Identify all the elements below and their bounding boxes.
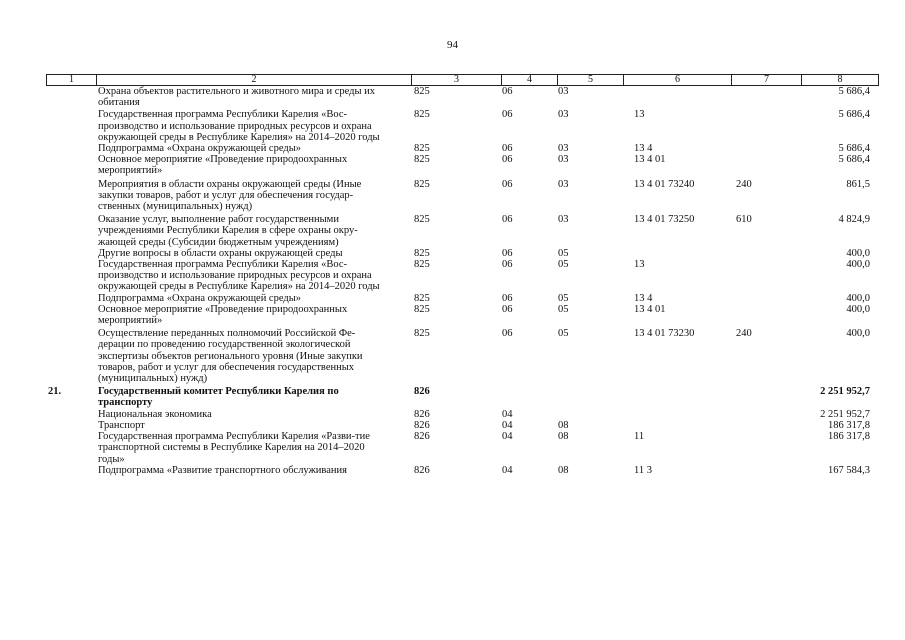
row-section-code: 06 xyxy=(502,292,513,304)
row-ved-code: 825 xyxy=(414,143,430,155)
row-expense-type: 240 xyxy=(736,178,752,190)
row-section-code: 06 xyxy=(502,178,513,190)
row-ved-code: 825 xyxy=(414,292,430,304)
row-subsection-code: 03 xyxy=(558,86,569,97)
row-target-code: 13 4 xyxy=(634,292,653,304)
page-number: 94 xyxy=(447,39,458,51)
row-amount: 400,0 xyxy=(846,247,870,259)
row-subsection-code: 05 xyxy=(558,247,569,259)
table-row xyxy=(46,109,878,143)
row-section-code: 06 xyxy=(502,143,513,155)
table-row xyxy=(46,293,878,304)
row-subsection-code: 03 xyxy=(558,154,569,166)
row-name: Подпрограмма «Развитие транспортного обслуживания xyxy=(98,464,347,476)
row-name: Национальная экономика xyxy=(98,408,212,420)
table-row xyxy=(46,86,878,108)
row-name: Мероприятия в области охраны окружающей среды (Иные закупки товаров, работ и услуг для обеспечения государ-ственных (муниципальных) нужд) xyxy=(98,178,362,213)
row-amount: 186 317,8 xyxy=(828,431,870,443)
row-name: Государственная программа Республики Карелия «Разви-тие транспортной системы в Республике Карелия на 2014–2020 годы» xyxy=(98,431,370,465)
row-amount: 5 686,4 xyxy=(838,143,870,155)
row-target-code: 13 4 01 73240 xyxy=(634,178,695,190)
row-ved-code: 825 xyxy=(414,328,430,340)
row-section-code: 04 xyxy=(502,408,513,420)
budget-rows xyxy=(46,86,878,476)
row-expense-type: 240 xyxy=(736,328,752,340)
row-amount: 2 251 952,7 xyxy=(820,408,870,420)
row-amount: 2 251 952,7 xyxy=(820,386,870,398)
row-section-code: 04 xyxy=(502,464,513,476)
table-row xyxy=(46,304,878,326)
row-amount: 400,0 xyxy=(846,303,870,315)
row-name: Транспорт xyxy=(98,419,145,431)
row-amount: 186 317,8 xyxy=(828,419,870,431)
row-expense-type: 610 xyxy=(736,214,752,226)
row-target-code: 13 4 01 73250 xyxy=(634,214,695,226)
row-ved-code: 825 xyxy=(414,303,430,315)
row-name: Государственная программа Республики Карелия «Вос-производство и использование природных ресурсов и охрана окружающей среды в Республике Карелия» на 2014–2020 годы xyxy=(98,259,380,293)
row-subsection-code: 05 xyxy=(558,292,569,304)
row-section-code: 06 xyxy=(502,109,513,121)
row-amount: 861,5 xyxy=(846,178,870,190)
row-name: Охрана объектов растительного и животного мира и среды их обитания xyxy=(98,86,376,109)
row-target-code: 13 xyxy=(634,109,645,121)
row-name: Подпрограмма «Охрана окружающей среды» xyxy=(98,143,302,155)
column-number-header xyxy=(46,74,879,86)
table-row xyxy=(46,154,878,176)
row-subsection-code: 08 xyxy=(558,464,569,476)
row-subsection-code: 08 xyxy=(558,419,569,431)
row-target-code: 11 xyxy=(634,431,645,443)
row-subsection-code: 05 xyxy=(558,259,569,271)
header-col-6: 6 xyxy=(624,75,732,86)
row-name: Другие вопросы в области охраны окружающей среды xyxy=(98,247,343,259)
row-ved-code: 826 xyxy=(414,408,430,420)
row-section-code: 06 xyxy=(502,214,513,226)
row-section-code: 06 xyxy=(502,303,513,315)
row-subsection-code: 03 xyxy=(558,178,569,190)
row-ved-code: 826 xyxy=(414,419,430,431)
row-section-code: 06 xyxy=(502,154,513,166)
table-row xyxy=(46,386,878,408)
row-name: Оказание услуг, выполнение работ государственными учреждениями Республики Карелия в сфере охраны окру-жающей среды (Субсидии бюджетным учреждениям) xyxy=(98,214,358,248)
row-name: Государственная программа Республики Карелия «Вос-производство и использование природных ресурсов и охрана окружающей среды в Республике Карелия» на 2014–2020 годы xyxy=(98,109,380,143)
row-section-code: 06 xyxy=(502,247,513,259)
row-ved-code: 826 xyxy=(414,464,430,476)
header-col-3: 3 xyxy=(412,75,502,86)
row-ved-code: 825 xyxy=(414,86,430,97)
row-section-code: 06 xyxy=(502,328,513,340)
row-target-code: 13 xyxy=(634,259,645,271)
row-section-code: 06 xyxy=(502,259,513,271)
row-name: Осуществление переданных полномочий Российской Фе-дерации по проведению государственной экологической экспертизы объектов регионального уровня (Иные закупки товаров, работ и услуг для обеспечения государственных (муниципальных) нужд) xyxy=(98,328,363,385)
row-target-code: 13 4 01 xyxy=(634,303,666,315)
row-amount: 5 686,4 xyxy=(838,154,870,166)
table-row xyxy=(46,420,878,431)
row-name: Подпрограмма «Охрана окружающей среды» xyxy=(98,292,302,304)
row-section-code: 04 xyxy=(502,419,513,431)
row-subsection-code: 05 xyxy=(558,328,569,340)
row-subsection-code: 03 xyxy=(558,109,569,121)
table-row xyxy=(46,431,878,465)
row-name: Основное мероприятие «Проведение природоохранных мероприятий» xyxy=(98,303,348,327)
row-ved-code: 826 xyxy=(414,431,430,443)
row-amount: 5 686,4 xyxy=(838,86,870,97)
row-ved-code: 825 xyxy=(414,247,430,259)
header-col-2: 2 xyxy=(97,75,412,86)
row-ved-code: 825 xyxy=(414,109,430,121)
table-row xyxy=(46,179,878,213)
table-row xyxy=(46,328,878,384)
row-subsection-code: 08 xyxy=(558,431,569,443)
row-target-code: 13 4 01 73230 xyxy=(634,328,695,340)
row-ved-code: 825 xyxy=(414,154,430,166)
row-name: Основное мероприятие «Проведение природоохранных мероприятий» xyxy=(98,154,348,177)
row-subsection-code: 03 xyxy=(558,214,569,226)
table-row xyxy=(46,409,878,420)
row-section-code: 06 xyxy=(502,86,513,97)
table-row xyxy=(46,248,878,259)
row-amount: 167 584,3 xyxy=(828,464,870,476)
row-amount: 400,0 xyxy=(846,328,870,340)
row-ved-code: 825 xyxy=(414,214,430,226)
header-col-7: 7 xyxy=(732,75,802,86)
header-col-5: 5 xyxy=(558,75,624,86)
row-subsection-code: 05 xyxy=(558,303,569,315)
row-amount: 400,0 xyxy=(846,259,870,271)
table-row xyxy=(46,259,878,293)
row-amount: 5 686,4 xyxy=(838,109,870,121)
row-amount: 4 824,9 xyxy=(838,214,870,226)
row-section-code: 04 xyxy=(502,431,513,443)
row-target-code: 13 4 01 xyxy=(634,154,666,166)
table-row xyxy=(46,465,878,476)
row-ved-code: 825 xyxy=(414,178,430,190)
row-number: 21. xyxy=(48,386,62,398)
table-row xyxy=(46,143,878,154)
row-target-code: 11 3 xyxy=(634,464,652,476)
row-amount: 400,0 xyxy=(846,292,870,304)
header-col-1: 1 xyxy=(47,75,97,86)
header-col-4: 4 xyxy=(502,75,558,86)
row-target-code: 13 4 xyxy=(634,143,653,155)
row-name: Государственный комитет Республики Карелия по транспорту xyxy=(98,386,339,409)
row-ved-code: 825 xyxy=(414,259,430,271)
header-col-8: 8 xyxy=(802,75,879,86)
table-row xyxy=(46,214,878,248)
row-subsection-code: 03 xyxy=(558,143,569,155)
row-ved-code: 826 xyxy=(414,386,430,398)
